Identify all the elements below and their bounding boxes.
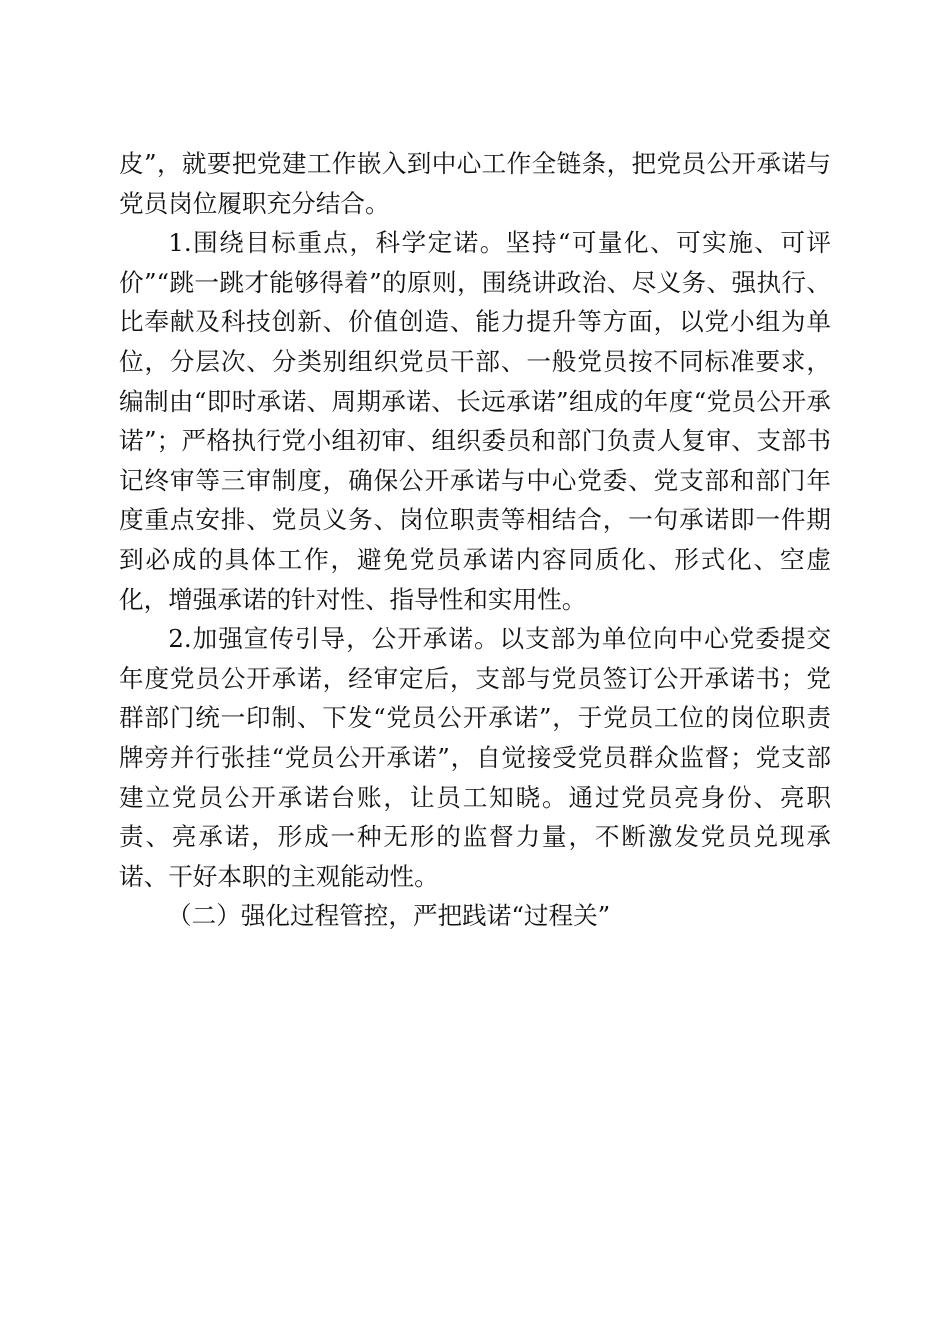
paragraph-continuation: 皮”，就要把党建工作嵌入到中心工作全链条，把党员公开承诺与党员岗位履职充分结合。 [119,149,831,218]
paragraph-item-2: 2.加强宣传引导，公开承诺。以支部为单位向中心党委提交年度党员公开承诺，经审定后，支部与党员签订公开承诺书；党群部门统一印制、下发“党员公开承诺”，于党员工位的岗位职责牌旁并行张挂“党员公开承诺”，自觉接受党员群众监督；党支部建立党员公开承诺台账，让员工知晓。通过党员亮身份、亮职责、亮承诺，形成一种无形的监督力量，不断激发党员兑现承诺、干好本职的主观能动性。 [119,624,831,891]
document-page [119,144,831,936]
paragraph-item-1: 1.围绕目标重点，科学定诺。坚持“可量化、可实施、可评价”“跳一跳才能够得着”的原则，围绕讲政治、尽义务、强执行、比奉献及科技创新、价值创造、能力提升等方面，以党小组为单位，分层次、分类别组织党员干部、一般党员按不同标准要求，编制由“即时承诺、周期承诺、长远承诺”组成的年度“党员公开承诺”；严格执行党小组初审、组织委员和部门负责人复审、支部书记终审等三审制度，确保公开承诺与中心党委、党支部和部门年度重点安排、党员义务、岗位职责等相结合，一句承诺即一件期到必成的具体工作，避免党员承诺内容同质化、形式化、空虚化，增强承诺的针对性、指导性和实用性。 [119,228,831,614]
section-heading: （二）强化过程管控，严把践诺“过程关” [167,901,611,931]
